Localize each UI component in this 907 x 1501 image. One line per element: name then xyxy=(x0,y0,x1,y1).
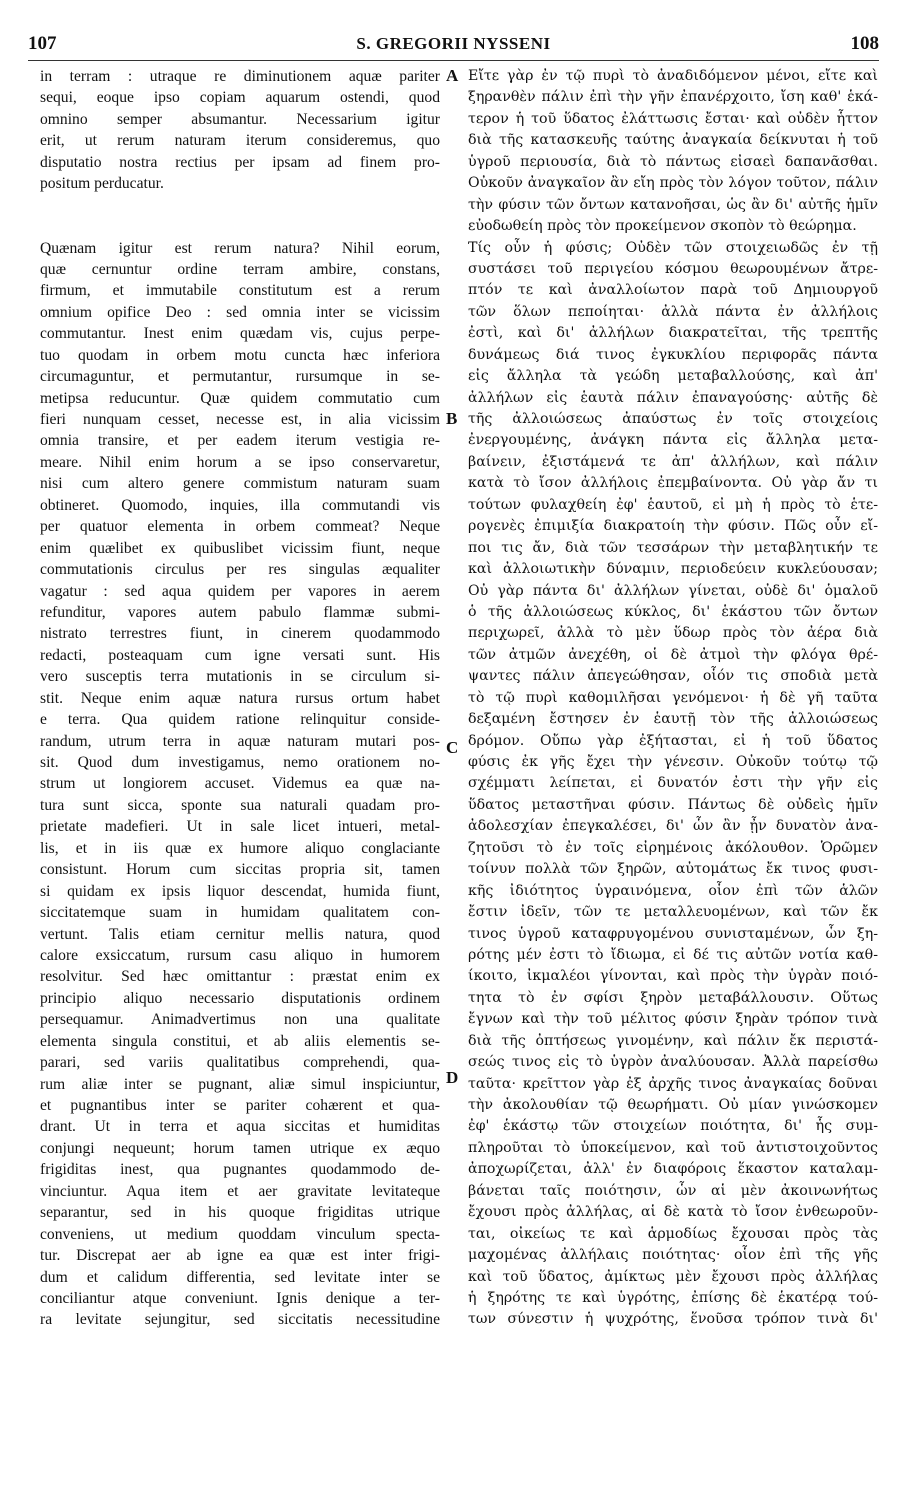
greek-text-line: διὰ τῆς ὀπτήσεως γινομένην, καὶ πάλιν ἔκ περιστά- xyxy=(468,1032,878,1049)
latin-text-line: tuo quodam in orbem motu cuncta hæc inferiora xyxy=(40,346,440,364)
greek-text-line: ἔστιν ἰδεῖν, τῶν τε μεταλλευομένων, καὶ τῶν ἔκ xyxy=(468,904,878,921)
latin-text-line: vinciuntur. Aqua item et aer gravitate levitateque xyxy=(40,1182,440,1200)
greek-text-line: καὶ τοῦ ὕδατος, ἀμίκτως μὲν ἔχουσι πρὸς ἀλλήλας xyxy=(468,1268,878,1285)
latin-text-line: principio aliquo necessario disputationis ordinem xyxy=(40,989,440,1007)
latin-text-line: commutantur. Inest enim quædam vis, cujus perpe- xyxy=(40,325,440,343)
latin-text-line: tura sunt sicca, sponte sua naturali quadam pro- xyxy=(40,796,440,814)
greek-text-line: ἀλλήλων εἰς ἑαυτὰ πάλιν ἐπαναγούσης· αὐτῆς δὲ xyxy=(468,389,878,406)
greek-text-line: ἀδολεσχίαν ἐπεγκαλέσει, δι' ὧν ἂν ᾖν δυνατὸν ἀνα- xyxy=(468,818,878,835)
latin-text-line: fieri nunquam cesset, necesse est, in alia vicissim xyxy=(40,411,440,428)
greek-text-line: τὸ τῷ πυρὶ καθομιλῆσαι γενόμενοι· ἡ δὲ γῆ ταῦτα xyxy=(468,689,878,706)
greek-text-line: εὐοδωθείη πρὸς τὸν προκείμενον σκοπὸν τὸ θεώρημα. xyxy=(468,218,857,235)
latin-text-line: redacti, posteaquam cum igne versati sunt. His xyxy=(40,646,440,664)
greek-text-line: πτόν τε καὶ ἀναλλοίωτον παρὰ τοῦ Δημιουργοῦ xyxy=(468,282,878,299)
greek-text-line: ἐνεργουμένης, ἀνάγκη πάντα εἰς ἄλληλα μετα- xyxy=(468,432,878,449)
latin-text-line: e terra. Qua quidem ratione relinquitur conside- xyxy=(40,711,440,729)
greek-text-line: ἔχουσι πρὸς ἀλλήλας, αἱ δὲ κατὰ τὸ ἴσον ἐνθεωροῦν- xyxy=(468,1204,878,1221)
latin-text-line: firmum, et immutabile constitutum est a rerum xyxy=(40,282,440,300)
latin-text-line: meare. Nihil enim horum a se ipso conservaretur, xyxy=(40,453,440,471)
latin-text-line: rum aliæ inter se pugnant, aliæ simul inspiciuntur, xyxy=(40,1075,440,1093)
latin-text-line: circumaguntur, et permutantur, rursumque in se- xyxy=(40,368,440,386)
greek-text-line: ἐστὶ, καὶ δι' ἀλλήλων διακρατεῖται, τῆς τρεπτῆς xyxy=(468,325,878,342)
latin-text-line: frigiditas inest, qua pugnantes quodammodo de- xyxy=(40,1161,440,1179)
greek-text-line: ἡ ξηρότης τε καὶ ὑγρότης, ἐπίσης δὲ ἑκατέρᾳ τού- xyxy=(468,1289,878,1306)
greek-text-line: ὑγροῦ περιουσία, διὰ τὸ πάντως εἰσαεὶ δαπανᾶσθαι. xyxy=(468,153,878,170)
greek-text-line: τοίνυν πολλὰ τῶν ξηρῶν, αὐτομάτως ἔκ τινος φυσι- xyxy=(468,861,878,878)
latin-text-line: persequamur. Animadvertimus non una qualitate xyxy=(40,1011,440,1029)
greek-text-line: βάνεται ταῖς ποιότησιν, ὧν αἱ μὲν ἀκοινωνήτως xyxy=(468,1182,878,1199)
latin-text-line: stit. Neque enim aquæ natura rursus ortum habet xyxy=(40,689,440,707)
greek-text-line: ίκοιτο, ἰκμαλέοι γίνονται, καὶ πρὸς τὴν ὑγρὰν ποιό- xyxy=(468,968,878,985)
greek-text-line: ρογενὲς ἐπιμιξία διακρατοίη τὴν φύσιν. Πῶς οὖν εἴ- xyxy=(468,518,878,535)
latin-text-line: lis, et in iis quæ ex humore aliquo conglaciante xyxy=(40,839,440,857)
latin-text-line: commutationis circulus per res singulas æqualiter xyxy=(40,561,440,579)
latin-text-line: siccitatemque suam in humidam qualitatem con- xyxy=(40,904,440,922)
greek-text-line: τινος ὑγροῦ καταφρυγομένου συνισταμένων, ὧν ξη- xyxy=(468,925,878,942)
latin-text-line: elementa singula constitui, et ab aliis elementis se- xyxy=(40,1032,440,1050)
greek-text-line: Τίς οὖν ἡ φύσις; Οὐδὲν τῶν στοιχειωδῶς ἐν τῇ xyxy=(468,239,878,256)
latin-text-line: Quænam igitur est rerum natura? Nihil eorum, xyxy=(40,239,440,257)
greek-text-line: εἰς ἄλληλα τὰ γεώδη μεταβαλλούσης, καὶ ἀπ' xyxy=(468,368,878,385)
greek-text-line: ζητοῦσι τὸ ἐν τοῖς εἰρημένοις ἀκόλουθον. Ὁρῶμεν xyxy=(468,839,878,856)
latin-text-line: randum, utrum terra in aquæ naturam mutari pos- xyxy=(40,732,440,750)
latin-text-line xyxy=(40,216,440,237)
latin-text-line: sequi, eoque ipso copiam aquarum ostendi, quod xyxy=(40,89,440,107)
latin-text-line: enim quælibet ex quibuslibet vicissim fiunt, neque xyxy=(40,539,440,557)
margin-marker-a: A xyxy=(446,66,459,85)
latin-text-line: separantur, sed in his quoque frigiditas utrique xyxy=(40,1204,440,1222)
greek-text-line: ἔγνων καὶ τὴν τοῦ μέλιτος φύσιν ξηρὰν τρόπον τινὰ xyxy=(468,1011,878,1028)
margin-marker-b: B xyxy=(446,409,458,428)
latin-text-line: obtineret. Quomodo, inquies, illa commutandi vis xyxy=(40,496,440,514)
latin-text-line: tur. Discrepat aer ab igne ea quæ est inter frigi- xyxy=(40,1247,440,1265)
latin-text-line: vertunt. Talis etiam cernitur mellis natura, quod xyxy=(40,925,440,943)
latin-text-line: refunditur, vapores autem pabulo flammæ submi- xyxy=(40,603,440,621)
greek-column xyxy=(468,66,878,1331)
latin-text-line: conveniens, ut medium quoddam vinculum specta- xyxy=(40,1225,440,1243)
latin-text-line: vagatur : sed aqua quidem per vapores in aerem xyxy=(40,582,440,600)
latin-text-line: omnium opifice Deo : sed omnia inter se vicissim xyxy=(40,303,440,321)
greek-text-line: διὰ τῆς κατασκευῆς ταύτης ἀναγκαία δείκνυται ἡ τοῦ xyxy=(468,132,878,149)
greek-text-line: τῶν ἀτμῶν ἀνεχέθη, οἱ δὲ ἀτμοὶ τὴν φλόγα θρέ- xyxy=(468,646,878,663)
latin-text-line: drant. Ut in terra et aqua siccitas et humiditas xyxy=(40,1118,440,1136)
greek-text-line: τῶν ὅλων πεποίηται· ἀλλὰ πάντα ἐν ἀλλήλοις xyxy=(468,303,878,320)
greek-text-line: βαίνειν, ἐξιστάμενά τε ἀπ' ἀλλήλων, καὶ πάλιν xyxy=(468,453,878,470)
latin-text-line: nistrato terrestres fiunt, in cinerem quodammodo xyxy=(40,625,440,643)
greek-text-line: σεώς τινος εἰς τὸ ὑγρὸν ἀναλύουσαν. Ἀλλὰ παρείσθω xyxy=(468,1054,878,1071)
greek-text-line: δεξαμένη ἔστησεν ἐν ἑαυτῇ τὸν τῆς ἀλλοιώσεως xyxy=(468,711,878,728)
latin-text-line: metipsa reducuntur. Quæ quidem commutatio cum xyxy=(40,389,440,407)
latin-text-line: prietate madefieri. Ut in sale licet intueri, metal- xyxy=(40,818,440,836)
greek-text-line: μαχομένας ἀλλήλαις ποιότητας· οἷον ἐπὶ τῆς γῆς xyxy=(468,1247,878,1264)
latin-text-line: erit, ut rerum naturam iterum consideremus, quo xyxy=(40,132,440,150)
greek-text-line: κατὰ τὸ ἴσον ἀλλήλοις ἐπεμβαίνοντα. Οὐ γὰρ ἄν τι xyxy=(468,475,878,492)
latin-text-line: conciliantur atque conveniunt. Ignis denique a ter- xyxy=(40,1289,440,1307)
greek-text-line: τὴν φύσιν τῶν ὄντων κατανοῆσαι, ὡς ἂν δι' αὐτῆς ἡμῖν xyxy=(468,196,878,213)
latin-text-line: resolvitur. Sed hæc omittantur : præstat enim ex xyxy=(40,968,440,986)
greek-text-line: συστάσει τοῦ περιγείου κόσμου θεωρουμένων ἄτρε- xyxy=(468,260,878,277)
greek-text-line: σχέμματι λείπεται, εἰ δυνατόν ἐστι τὴν γῆν εἰς xyxy=(468,775,878,792)
latin-text-line: omnia transire, et per eadem iterum vestigia re- xyxy=(40,432,440,450)
greek-text-line: ὁ τῆς ἀλλοιώσεως κύκλος, δι' ἑκάστου τῶν ὄντων xyxy=(468,603,878,620)
greek-text-line: τὴν ἀκολουθίαν τῷ θεωρήματι. Οὐ μίαν γινώσκομεν xyxy=(468,1097,878,1113)
greek-text-line: ἐφ' ἑκάστῳ τῶν στοιχείων ποιότητα, δι' ἧς συμ- xyxy=(468,1118,878,1135)
greek-text-line: ψαντες πάλιν ἀπεγεώθησαν, οἷόν τις σποδιὰ μετὰ xyxy=(468,668,878,685)
latin-text-line: ra levitate sejungitur, sed siccitatis necessitudine xyxy=(40,1311,440,1329)
running-title: S. GREGORII NYSSENI xyxy=(356,34,551,53)
greek-text-line: δρόμον. Οὔπω γὰρ ἐξήτασται, εἰ ἡ τοῦ ὕδατος xyxy=(468,732,878,749)
page-number-right: 108 xyxy=(850,33,879,54)
greek-text-line: ποι τις ἄν, διὰ τῶν τεσσάρων τὴν μεταβλητικήν τε xyxy=(468,539,878,556)
greek-text-line: ται, οἰκείως τε καὶ ἁρμοδίως ἔχουσαι πρὸς τὰς xyxy=(468,1225,878,1242)
greek-text-line: καὶ ἀλλοιωτικὴν δύναμιν, περιοδεύειν κυκλεύουσαν; xyxy=(468,561,878,578)
latin-text-line: parari, sed variis qualitatibus comprehendi, qua- xyxy=(40,1054,440,1072)
greek-text-line: δυνάμεως διά τινος ἐγκυκλίου περιφορᾶς πάντα xyxy=(468,346,878,363)
greek-text-line: περιχωρεῖ, ἀλλὰ τὸ μὲν ὕδωρ πρὸς τὸν ἀέρα διὰ xyxy=(468,625,878,642)
latin-text-line: positum perducatur. xyxy=(40,175,164,193)
greek-text-line: ὕδατος μεταστῆναι φύσιν. Πάντως δὲ οὐδεὶς ἡμῖν xyxy=(468,796,878,813)
latin-text-line xyxy=(40,195,440,216)
greek-text-line: ἀποχωρίζεται, ἀλλ' ἐν διαφόροις ἕκαστον καταλαμ- xyxy=(468,1161,878,1178)
page-number-left: 107 xyxy=(28,33,57,54)
latin-text-line: per quatuor elementa in orbem commeat? Neque xyxy=(40,518,440,536)
greek-text-line: τερον ἡ τοῦ ὕδατος ἐλάττωσις ἔσται· καὶ οὐδὲν ἧττον xyxy=(468,110,878,127)
greek-text-line: φύσις ἐκ γῆς ἔχει τὴν γένεσιν. Οὐκοῦν τούτῳ τῷ xyxy=(468,754,878,770)
greek-text-line: Εἴτε γὰρ ἐν τῷ πυρὶ τὸ ἀναδιδόμενον μένοι, εἴτε καὶ xyxy=(468,68,878,84)
latin-text-line: disputatio nostra rectius per ipsam ad finem pro- xyxy=(40,153,440,171)
latin-text-line: in terram : utraque re diminutionem aquæ pariter xyxy=(40,68,440,85)
latin-text-line: omnino semper absumantur. Necessarium igitur xyxy=(40,110,440,128)
latin-text-line: quæ cernuntur ordine terram ambire, constans, xyxy=(40,260,440,278)
latin-text-line: calore exsiccatum, rursum casu aliquo in humorem xyxy=(40,946,440,964)
greek-text-line: Οὐ γὰρ πάντα δι' ἀλλήλων γίνεται, οὐδὲ δι' ὁμαλοῦ xyxy=(468,582,878,599)
latin-text-line: nisi cum altero genere commistum naturam suam xyxy=(40,475,440,493)
greek-text-line: των σύνεστιν ἡ ψυχρότης, ἕνοῦσα τρόπον τινὰ δι' xyxy=(468,1311,878,1328)
latin-text-line: sit. Quod dum investigamus, nemo orationem no- xyxy=(40,754,440,771)
margin-marker-c: C xyxy=(446,738,459,757)
latin-column xyxy=(40,66,440,1331)
latin-text-line: si quidam ex ipsis liquor descendat, humida fiunt, xyxy=(40,882,440,900)
latin-text-line: strum ut longiorem accuset. Videmus ea quæ na- xyxy=(40,775,440,793)
greek-text-line: τούτων φυλαχθείη ἐφ' ἑαυτοῦ, εἰ μὴ ἡ πρὸς τὸ ἑτε- xyxy=(468,496,878,513)
latin-text-line: conjungi nequeunt; horum tamen utrique ex æquo xyxy=(40,1139,440,1157)
page-header xyxy=(28,33,879,57)
latin-text-line: dum et calidum differentia, sed levitate inter se xyxy=(40,1268,440,1286)
greek-text-line: πληροῦται τὸ ὑποκείμενον, καὶ τοῦ ἀντιστοιχοῦντος xyxy=(468,1139,878,1156)
margin-marker-d: D xyxy=(446,1068,459,1087)
greek-text-line: ρότης μέν ἐστι τὸ ἴδιωμα, εἰ δέ τις αὐτῶν νοτία καθ- xyxy=(468,946,878,963)
greek-text-line: ξηρανθὲν πάλιν ἐπὶ τὴν γῆν ἐπανέρχοιτο, ἴση καθ' ἑκά- xyxy=(468,89,878,106)
greek-text-line: κῆς ἰδιότητος ὑγραινόμενα, οἷον ἐπὶ τῶν ἁλῶν xyxy=(468,882,878,899)
greek-text-line: ταῦτα· κρεῖττον γὰρ ἐξ ἀρχῆς τινος ἀναγκαίας δοῦναι xyxy=(468,1075,878,1092)
latin-text-line: consistunt. Horum cum siccitas propria sit, tamen xyxy=(40,861,440,879)
latin-text-line: et pugnantibus inter se pariter cohærent et qua- xyxy=(40,1097,440,1114)
greek-text-line: τητα τὸ ἐν σφίσι ξηρὸν μεταβάλλουσιν. Οὕτως xyxy=(468,989,878,1006)
latin-text-line: vero susceptis terra mutationis in se circulum si- xyxy=(40,668,440,686)
greek-text-line: Οὐκοῦν ἀναγκαῖον ἂν εἴη πρὸς τὸν λόγον τοῦτον, πάλιν xyxy=(468,175,878,192)
header-rule xyxy=(28,60,879,61)
greek-text-line: τῆς ἀλλοιώσεως ἀπαύστως ἐν τοῖς στοιχείοις xyxy=(468,411,878,427)
